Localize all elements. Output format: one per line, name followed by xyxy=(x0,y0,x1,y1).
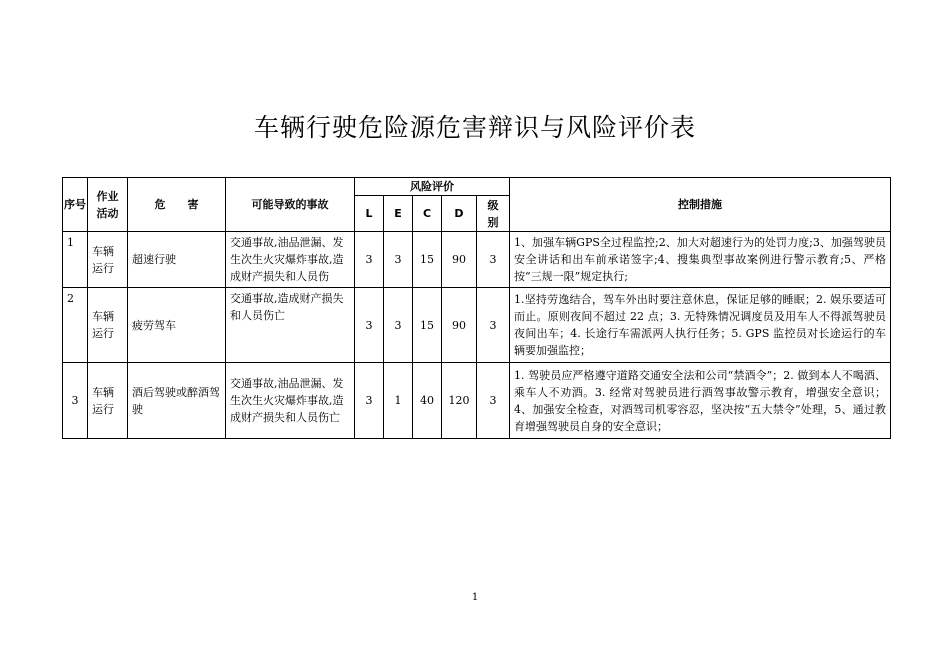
row-L: 3 xyxy=(355,363,384,439)
row-L: 3 xyxy=(355,232,384,288)
row-level: 3 xyxy=(477,288,510,363)
row-E: 1 xyxy=(384,363,413,439)
row-seq: 2 xyxy=(63,288,88,363)
row-measures: 1.坚持劳逸结合，驾车外出时要注意休息，保证足够的睡眠；2. 娱乐要适可而止。原则夜间不超过 22 点；3. 无特殊情况调度员及用车人不得派驾驶员夜间出车；4. 长途行车需派两人执行任务；5. GPS 监控员对长途运行的车辆要加强监控； xyxy=(510,288,891,363)
row-C: 15 xyxy=(413,288,442,363)
row-D: 90 xyxy=(442,232,477,288)
header-D: D xyxy=(442,196,477,232)
row-E: 3 xyxy=(384,288,413,363)
row-measures: 1. 驾驶员应严格遵守道路交通安全法和公司“禁酒令”；2. 做到本人不喝酒、乘车人不劝酒。3. 经常对驾驶员进行酒驾事故警示教育，增强安全意识；4、加强安全检查，对酒驾司机零容忍，坚决按“五大禁令”处理，5、通过教育增强驾驶员自身的安全意识； xyxy=(510,363,891,439)
table-row xyxy=(63,363,891,439)
header-accident: 可能导致的事故 xyxy=(226,178,355,232)
row-hazard: 疲劳驾车 xyxy=(128,288,226,363)
row-accident: 交通事故,造成财产损失和人员伤亡 xyxy=(226,288,355,363)
header-row-1 xyxy=(63,178,891,196)
header-measures: 控制措施 xyxy=(510,178,891,232)
document-title: 车辆行驶危险源危害辩识与风险评价表 xyxy=(253,113,696,142)
risk-assessment-table xyxy=(62,177,891,439)
row-measures: 1、加强车辆GPS全过程监控;2、加大对超速行为的处罚力度;3、加强驾驶员安全讲话和出车前承诺签字;4、搜集典型事故案例进行警示教育;5、严格按“三规一限”规定执行; xyxy=(510,232,891,288)
row-seq: 1 xyxy=(63,232,88,288)
row-C: 15 xyxy=(413,232,442,288)
row-activity: 车辆运行 xyxy=(88,363,128,439)
row-level: 3 xyxy=(477,232,510,288)
row-C: 40 xyxy=(413,363,442,439)
header-L: L xyxy=(355,196,384,232)
row-E: 3 xyxy=(384,232,413,288)
header-E: E xyxy=(384,196,413,232)
header-C: C xyxy=(413,196,442,232)
row-L: 3 xyxy=(355,288,384,363)
table-row xyxy=(63,288,891,363)
row-level: 3 xyxy=(477,363,510,439)
header-seq: 序号 xyxy=(63,178,88,232)
row-seq: 3 xyxy=(63,363,88,439)
header-activity: 作业活动 xyxy=(88,178,128,232)
row-hazard: 酒后驾驶或醉酒驾驶 xyxy=(128,363,226,439)
page-number: 1 xyxy=(471,592,479,603)
row-accident: 交通事故,油品泄漏、发生次生火灾爆炸事故,造成财产损失和人员伤 xyxy=(226,232,355,288)
row-activity: 车辆运行 xyxy=(88,232,128,288)
row-D: 120 xyxy=(442,363,477,439)
row-activity: 车辆运行 xyxy=(88,288,128,363)
header-level: 级别 xyxy=(477,196,510,232)
row-accident: 交通事故,油品泄漏、发生次生火灾爆炸事故,造成财产损失和人员伤亡 xyxy=(226,363,355,439)
table-row xyxy=(63,232,891,288)
header-hazard: 危 害 xyxy=(128,178,226,232)
row-D: 90 xyxy=(442,288,477,363)
row-hazard: 超速行驶 xyxy=(128,232,226,288)
header-risk-evaluation: 风险评价 xyxy=(355,178,510,196)
